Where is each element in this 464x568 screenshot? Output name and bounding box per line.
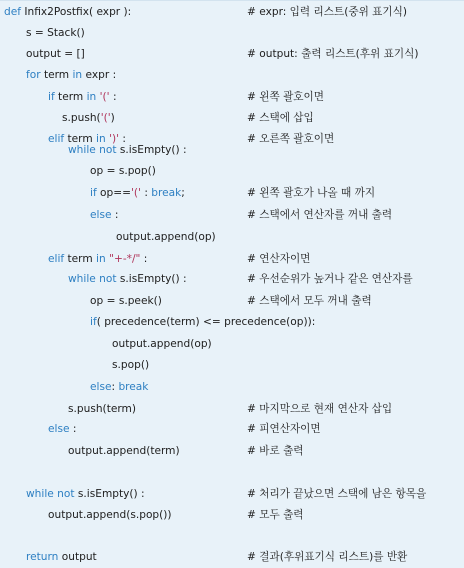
code-text: [68, 269, 187, 290]
code-token: term: [64, 133, 97, 145]
code-token: s.pop(): [112, 359, 150, 371]
code-text: [4, 2, 131, 23]
code-comment: # 결과(후위표기식 리스트)를 반환: [247, 551, 408, 563]
code-text: [90, 312, 315, 333]
keyword: in: [72, 69, 83, 81]
code-text: [90, 377, 148, 398]
code-token: :: [109, 91, 117, 103]
code-comment: # expr: 입력 리스트(중위 표기식): [247, 6, 408, 18]
code-line: [0, 161, 464, 182]
code-line: [0, 2, 464, 23]
keyword: not: [99, 273, 117, 285]
keyword: while: [26, 488, 54, 500]
code-token: :: [111, 209, 119, 221]
keyword: not: [57, 488, 75, 500]
code-comment: # 왼쪽 괄호이면: [247, 91, 325, 103]
code-comment: # 모두 출력: [247, 509, 304, 521]
code-text: [62, 108, 115, 129]
code-text: [68, 399, 136, 420]
code-token: Infix2Postfix( expr ):: [20, 6, 132, 18]
string-literal: '(': [100, 112, 111, 124]
code-text: [90, 183, 185, 204]
code-comment: # 오른쪽 괄호이면: [247, 133, 335, 145]
keyword: elif: [48, 253, 65, 265]
code-line: [0, 547, 464, 568]
keyword: in: [96, 253, 106, 265]
code-text: [26, 547, 97, 568]
keyword: in: [96, 133, 106, 145]
code-line: [0, 87, 464, 108]
code-text: [26, 484, 145, 505]
code-line: [0, 269, 464, 290]
code-text: [26, 44, 85, 65]
code-line: [0, 65, 464, 86]
code-token: ;: [181, 187, 185, 199]
code-token: output.append(term): [68, 445, 180, 457]
code-token: output.append(s.pop()): [48, 509, 172, 521]
code-comment: # output: 출력 리스트(후위 표기식): [247, 48, 419, 60]
code-text: [90, 205, 118, 226]
code-comment: # 바로 출력: [247, 445, 304, 457]
code-token: s.isEmpty() :: [74, 488, 145, 500]
code-token: ): [110, 112, 115, 124]
string-literal: "+-*/": [109, 253, 141, 265]
code-token: s.push(: [62, 112, 101, 124]
code-token: output.append(op): [112, 338, 212, 350]
code-line: [0, 23, 464, 44]
code-comment: # 스택에서 모두 꺼내 출력: [247, 295, 372, 307]
code-token: op = s.pop(): [90, 165, 156, 177]
code-line: [0, 312, 464, 333]
code-line: [0, 227, 464, 248]
keyword: else: [48, 423, 70, 435]
string-literal: ')': [109, 133, 120, 145]
code-comment: # 왼쪽 괄호가 나올 때 까지: [247, 187, 376, 199]
code-comment: # 처리가 끝났으면 스택에 남은 항목을: [247, 488, 427, 500]
code-text: [48, 419, 76, 440]
code-token: op = s.peek(): [90, 295, 162, 307]
code-token: output = []: [26, 48, 85, 60]
code-token: ( precedence(term) <= precedence(op)):: [96, 316, 316, 328]
code-text: [68, 140, 187, 158]
code-comment: # 마지막으로 현재 연산자 삽입: [247, 403, 393, 415]
string-literal: '(': [99, 91, 110, 103]
code-line: [0, 334, 464, 355]
code-token: s.push(term): [68, 403, 136, 415]
keyword: if: [90, 316, 97, 328]
code-text: [90, 161, 156, 182]
code-token: :: [69, 423, 77, 435]
code-text: [48, 249, 147, 270]
keyword: else: [90, 209, 112, 221]
code-line: [0, 441, 464, 462]
code-comment: # 스택에서 연산자를 꺼내 출력: [247, 209, 393, 221]
code-token: term: [54, 91, 87, 103]
code-line: [0, 249, 464, 270]
code-token: output: [58, 551, 97, 563]
code-token: :: [119, 133, 126, 145]
code-text: [112, 334, 212, 355]
keyword: elif: [48, 133, 65, 145]
code-line: [0, 108, 464, 129]
code-line: [0, 419, 464, 440]
code-line: [0, 205, 464, 226]
code-line: [0, 355, 464, 376]
code-token: s.isEmpty() :: [116, 273, 187, 285]
string-literal: '(': [131, 187, 141, 199]
code-text: [116, 227, 216, 248]
keyword: for: [26, 69, 41, 81]
code-token: term: [64, 253, 97, 265]
keyword: if: [90, 187, 97, 199]
code-line: [0, 44, 464, 65]
keyword: break: [118, 381, 149, 393]
code-line: [0, 505, 464, 526]
code-text: [112, 355, 149, 376]
code-token: s.isEmpty() :: [116, 144, 187, 156]
code-token: output.append(op): [116, 231, 216, 243]
keyword: while: [68, 273, 96, 285]
code-comment: # 우선순위가 높거나 같은 연산자를: [247, 273, 413, 285]
code-token: :: [140, 187, 152, 199]
code-text: [48, 87, 117, 108]
code-text: [48, 505, 172, 526]
code-token: expr :: [82, 69, 117, 81]
keyword: def: [4, 6, 21, 18]
keyword: not: [99, 144, 117, 156]
code-token: :: [111, 381, 119, 393]
code-token: s = Stack(): [26, 27, 85, 39]
keyword: break: [151, 187, 182, 199]
code-text: [26, 23, 85, 44]
code-line: [0, 291, 464, 312]
keyword: return: [26, 551, 59, 563]
code-line: [0, 484, 464, 505]
code-line: [0, 399, 464, 420]
code-comment: # 피연산자이면: [247, 423, 321, 435]
keyword: while: [68, 144, 96, 156]
code-token: op==: [96, 187, 132, 199]
keyword: in: [86, 91, 97, 103]
keyword: else: [90, 381, 112, 393]
code-token: term: [40, 69, 73, 81]
code-line: [0, 183, 464, 204]
code-comment: # 스택에 삽입: [247, 112, 314, 124]
code-line: [0, 377, 464, 398]
code-text: [26, 65, 116, 86]
code-text: [90, 291, 162, 312]
code-comment: # 연산자이면: [247, 253, 311, 265]
code-text: [68, 441, 180, 462]
keyword: if: [48, 91, 55, 103]
code-token: :: [140, 253, 148, 265]
